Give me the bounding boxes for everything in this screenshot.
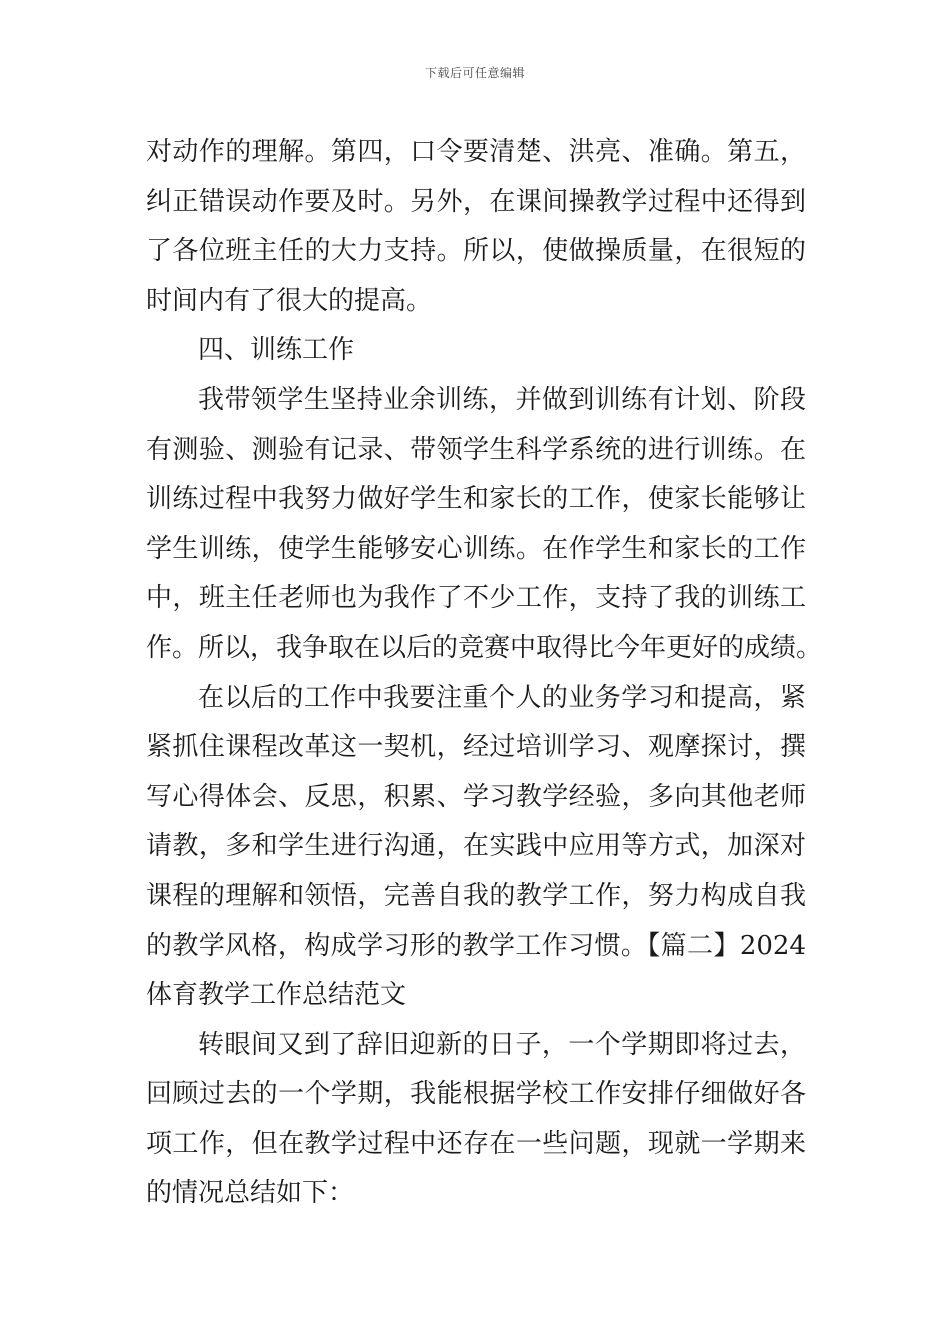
text-line: 时间内有了很大的提高。 xyxy=(146,285,433,316)
text-line: 有测验、测验有记录、带领学生科学系统的进行训练。在 xyxy=(146,434,806,465)
text-line: 中，班主任老师也为我作了不少工作，支持了我的训练工 xyxy=(146,583,806,614)
text-line: 在以后的工作中我要注重个人的业务学习和提高，紧 xyxy=(198,682,806,713)
text-line: 转眼间又到了辞旧迎新的日子，一个学期即将过去， xyxy=(198,1029,806,1060)
text-line: 四、训练工作 xyxy=(198,335,355,366)
text-line: 学生训练，使学生能够安心训练。在作学生和家长的工作 xyxy=(146,533,806,564)
text-line: 的教学风格，构成学习形的教学工作习惯。【篇二】2024 xyxy=(146,930,806,961)
text-line: 纠正错误动作要及时。另外，在课间操教学过程中还得到 xyxy=(146,186,806,217)
document-body xyxy=(146,128,823,1219)
text-line: 作。所以，我争取在以后的竞赛中取得比今年更好的成绩。 xyxy=(146,632,823,663)
text-line: 训练过程中我努力做好学生和家长的工作，使家长能够让 xyxy=(146,484,806,515)
text-line: 写心得体会、反思，积累、学习教学经验，多向其他老师 xyxy=(146,781,806,812)
text-line: 回顾过去的一个学期，我能根据学校工作安排仔细做好各 xyxy=(146,1079,806,1110)
text-line: 课程的理解和领悟，完善自我的教学工作，努力构成自我 xyxy=(146,880,806,911)
text-line: 我带领学生坚持业余训练，并做到训练有计划、阶段 xyxy=(198,384,806,415)
text-line: 项工作，但在教学过程中还存在一些问题，现就一学期来 xyxy=(146,1128,806,1159)
text-line: 了各位班主任的大力支持。所以，使做操质量，在很短的 xyxy=(146,236,806,267)
text-line: 的情况总结如下： xyxy=(146,1178,355,1209)
text-line: 紧抓住课程改革这一契机，经过培训学习、观摩探讨，撰 xyxy=(146,732,806,763)
text-line: 体育教学工作总结范文 xyxy=(146,980,407,1011)
text-line: 对动作的理解。第四，口令要清楚、洪亮、准确。第五， xyxy=(146,137,806,167)
text-line: 请教，多和学生进行沟通，在实践中应用等方式，加深对 xyxy=(146,831,806,862)
page-header: 下载后可任意编辑 xyxy=(424,66,525,80)
